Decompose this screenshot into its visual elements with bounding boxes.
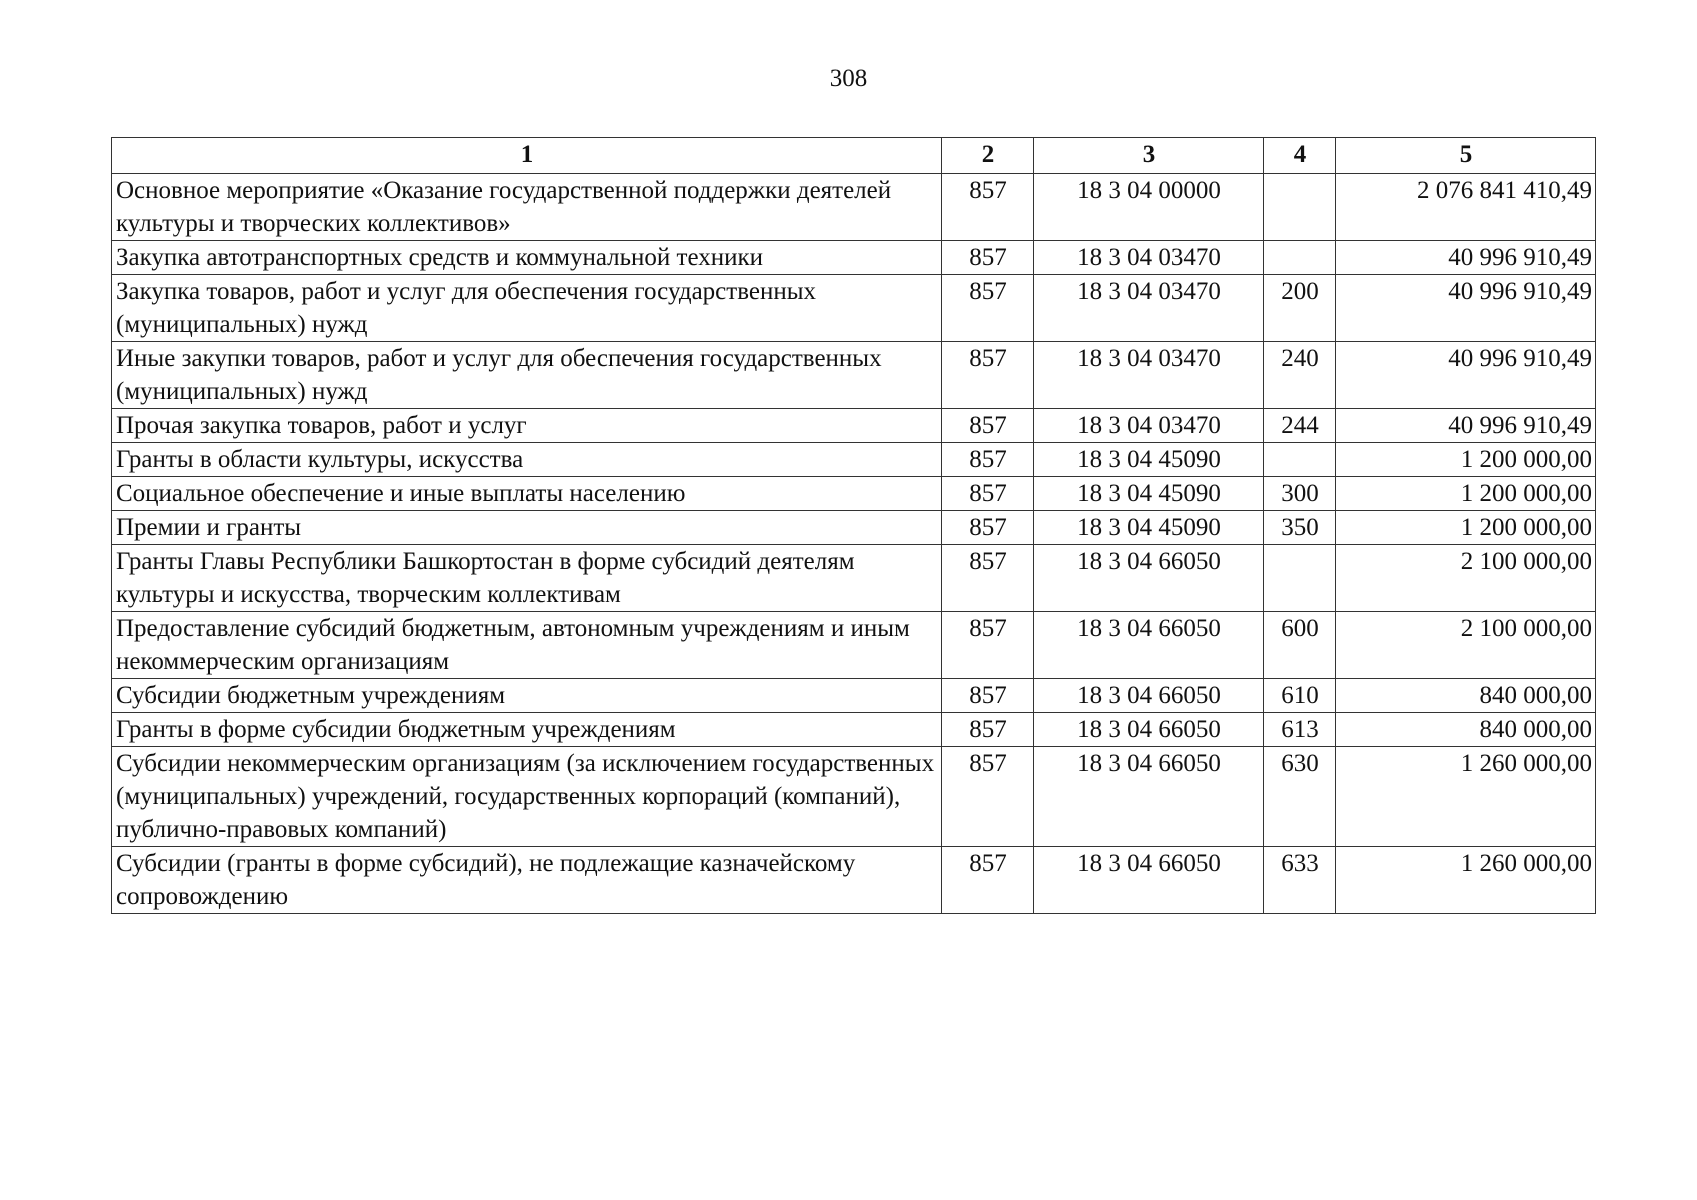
row-name: Закупка товаров, работ и услуг для обеспечения государственных (муниципальных) нужд bbox=[112, 275, 942, 342]
table-row bbox=[112, 174, 1596, 241]
table-row bbox=[112, 847, 1596, 914]
table-row bbox=[112, 443, 1596, 477]
row-target-code: 18 3 04 66050 bbox=[1034, 679, 1264, 713]
row-department-code: 857 bbox=[942, 612, 1034, 679]
row-target-code: 18 3 04 66050 bbox=[1034, 545, 1264, 612]
row-name: Премии и гранты bbox=[112, 511, 942, 545]
row-target-code: 18 3 04 03470 bbox=[1034, 241, 1264, 275]
row-target-code: 18 3 04 03470 bbox=[1034, 342, 1264, 409]
row-amount: 1 260 000,00 bbox=[1336, 747, 1596, 847]
row-department-code: 857 bbox=[942, 409, 1034, 443]
row-name: Иные закупки товаров, работ и услуг для обеспечения государственных (муниципальных) нужд bbox=[112, 342, 942, 409]
budget-table-container bbox=[111, 137, 1595, 914]
row-target-code: 18 3 04 45090 bbox=[1034, 511, 1264, 545]
row-department-code: 857 bbox=[942, 241, 1034, 275]
budget-table bbox=[111, 137, 1596, 914]
row-target-code: 18 3 04 66050 bbox=[1034, 713, 1264, 747]
row-department-code: 857 bbox=[942, 443, 1034, 477]
row-department-code: 857 bbox=[942, 713, 1034, 747]
header-col-2: 2 bbox=[942, 138, 1034, 174]
row-amount: 40 996 910,49 bbox=[1336, 241, 1596, 275]
row-expense-type: 630 bbox=[1264, 747, 1336, 847]
row-target-code: 18 3 04 66050 bbox=[1034, 747, 1264, 847]
table-row bbox=[112, 342, 1596, 409]
row-amount: 840 000,00 bbox=[1336, 713, 1596, 747]
page-number: 308 bbox=[829, 65, 868, 92]
header-col-3: 3 bbox=[1034, 138, 1264, 174]
table-body bbox=[112, 174, 1596, 914]
row-name: Гранты Главы Республики Башкортостан в форме субсидий деятелям культуры и искусства, творческим коллективам bbox=[112, 545, 942, 612]
row-target-code: 18 3 04 03470 bbox=[1034, 409, 1264, 443]
row-department-code: 857 bbox=[942, 511, 1034, 545]
row-amount: 2 100 000,00 bbox=[1336, 545, 1596, 612]
row-department-code: 857 bbox=[942, 477, 1034, 511]
row-name: Гранты в области культуры, искусства bbox=[112, 443, 942, 477]
header-col-5: 5 bbox=[1336, 138, 1596, 174]
table-row bbox=[112, 679, 1596, 713]
row-expense-type: 200 bbox=[1264, 275, 1336, 342]
row-name: Субсидии бюджетным учреждениям bbox=[112, 679, 942, 713]
row-name: Прочая закупка товаров, работ и услуг bbox=[112, 409, 942, 443]
row-expense-type: 613 bbox=[1264, 713, 1336, 747]
row-expense-type: 610 bbox=[1264, 679, 1336, 713]
row-expense-type bbox=[1264, 174, 1336, 241]
row-department-code: 857 bbox=[942, 747, 1034, 847]
row-expense-type: 240 bbox=[1264, 342, 1336, 409]
row-department-code: 857 bbox=[942, 847, 1034, 914]
table-row bbox=[112, 511, 1596, 545]
row-amount: 40 996 910,49 bbox=[1336, 275, 1596, 342]
header-col-1: 1 bbox=[112, 138, 942, 174]
row-expense-type bbox=[1264, 545, 1336, 612]
table-row bbox=[112, 612, 1596, 679]
table-row bbox=[112, 477, 1596, 511]
row-amount: 840 000,00 bbox=[1336, 679, 1596, 713]
row-target-code: 18 3 04 66050 bbox=[1034, 847, 1264, 914]
row-department-code: 857 bbox=[942, 342, 1034, 409]
row-target-code: 18 3 04 03470 bbox=[1034, 275, 1264, 342]
row-name: Основное мероприятие «Оказание государственной поддержки деятелей культуры и творческих коллективов» bbox=[112, 174, 942, 241]
row-expense-type bbox=[1264, 241, 1336, 275]
row-name: Предоставление субсидий бюджетным, автономным учреждениям и иным некоммерческим организациям bbox=[112, 612, 942, 679]
row-expense-type: 600 bbox=[1264, 612, 1336, 679]
row-expense-type: 350 bbox=[1264, 511, 1336, 545]
row-department-code: 857 bbox=[942, 679, 1034, 713]
row-expense-type bbox=[1264, 443, 1336, 477]
row-name: Субсидии (гранты в форме субсидий), не подлежащие казначейскому сопровождению bbox=[112, 847, 942, 914]
row-amount: 2 100 000,00 bbox=[1336, 612, 1596, 679]
row-amount: 1 200 000,00 bbox=[1336, 443, 1596, 477]
row-name: Гранты в форме субсидии бюджетным учреждениям bbox=[112, 713, 942, 747]
row-amount: 2 076 841 410,49 bbox=[1336, 174, 1596, 241]
table-row bbox=[112, 545, 1596, 612]
row-name: Закупка автотранспортных средств и коммунальной техники bbox=[112, 241, 942, 275]
row-department-code: 857 bbox=[942, 275, 1034, 342]
table-header bbox=[112, 138, 1596, 174]
table-row bbox=[112, 747, 1596, 847]
row-target-code: 18 3 04 45090 bbox=[1034, 443, 1264, 477]
row-amount: 1 200 000,00 bbox=[1336, 511, 1596, 545]
row-name: Социальное обеспечение и иные выплаты населению bbox=[112, 477, 942, 511]
row-department-code: 857 bbox=[942, 545, 1034, 612]
row-amount: 40 996 910,49 bbox=[1336, 409, 1596, 443]
row-amount: 40 996 910,49 bbox=[1336, 342, 1596, 409]
row-target-code: 18 3 04 66050 bbox=[1034, 612, 1264, 679]
table-row bbox=[112, 713, 1596, 747]
table-row bbox=[112, 409, 1596, 443]
row-expense-type: 244 bbox=[1264, 409, 1336, 443]
row-expense-type: 633 bbox=[1264, 847, 1336, 914]
row-expense-type: 300 bbox=[1264, 477, 1336, 511]
row-department-code: 857 bbox=[942, 174, 1034, 241]
table-row bbox=[112, 275, 1596, 342]
header-row bbox=[112, 138, 1596, 174]
header-col-4: 4 bbox=[1264, 138, 1336, 174]
table-row bbox=[112, 241, 1596, 275]
row-target-code: 18 3 04 45090 bbox=[1034, 477, 1264, 511]
row-target-code: 18 3 04 00000 bbox=[1034, 174, 1264, 241]
row-name: Субсидии некоммерческим организациям (за исключением государственных (муниципальных) учреждений, государственных корпораций (компаний), публично-правовых компаний) bbox=[112, 747, 942, 847]
row-amount: 1 200 000,00 bbox=[1336, 477, 1596, 511]
row-amount: 1 260 000,00 bbox=[1336, 847, 1596, 914]
